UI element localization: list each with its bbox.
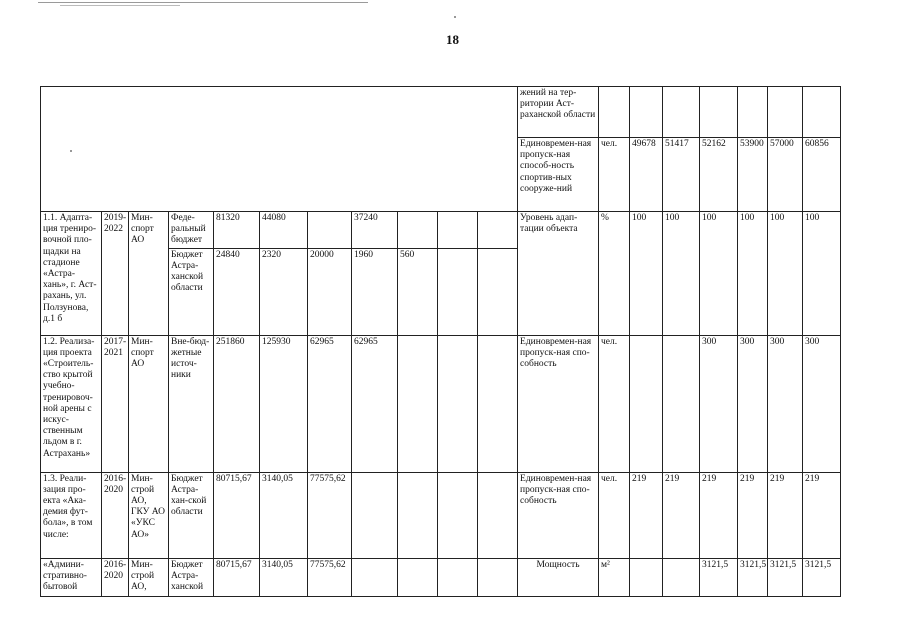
table-row: [41, 335, 841, 472]
executor-cell: Мин-спорт АО: [129, 212, 169, 336]
amount-cell: 2320: [260, 248, 308, 335]
amount-cell: [398, 212, 438, 249]
table-row: [41, 472, 841, 558]
value-cell: [630, 87, 663, 138]
period-cell: 2019-2022: [102, 212, 129, 336]
amount-cell: 125930: [260, 335, 308, 472]
amount-cell: 251860: [214, 335, 260, 472]
value-cell: 100: [663, 212, 700, 336]
value-cell: [630, 335, 663, 472]
value-cell: 3121,5: [700, 558, 738, 596]
period-cell: 2016-2020: [102, 472, 129, 558]
executor-cell: Мин-спорт АО: [129, 335, 169, 472]
indicator-cell: Мощность: [518, 558, 599, 596]
scan-speck: [454, 16, 456, 18]
amount-cell: 3140,05: [260, 472, 308, 558]
value-cell: 219: [803, 472, 841, 558]
amount-cell: [352, 472, 398, 558]
value-cell: [700, 87, 738, 138]
amount-cell: 1960: [352, 248, 398, 335]
value-cell: 51417: [663, 138, 700, 212]
funding-source-cell: Бюджет Астра-ханской: [169, 558, 214, 596]
value-cell: 3121,5: [803, 558, 841, 596]
amount-cell: 81320: [214, 212, 260, 249]
amount-cell: [478, 248, 518, 335]
value-cell: [738, 87, 768, 138]
value-cell: [803, 87, 841, 138]
value-cell: 219: [700, 472, 738, 558]
value-cell: 100: [630, 212, 663, 336]
indicator-cell: Единовремен-ная пропуск-ная способ-ность спортив-ных сооруже-ний: [518, 138, 599, 212]
unit-cell: чел.: [599, 335, 630, 472]
table-row: [41, 212, 841, 249]
page-number: 18: [446, 32, 459, 47]
value-cell: [630, 558, 663, 596]
amount-cell: 80715,67: [214, 558, 260, 596]
value-cell: 57000: [768, 138, 803, 212]
amount-cell: [438, 248, 478, 335]
period-cell: 2016-2020: [102, 558, 129, 596]
indicator-cell: жений на тер-ритории Аст-раханской области: [518, 87, 599, 138]
value-cell: [768, 87, 803, 138]
value-cell: 300: [700, 335, 738, 472]
unit-cell: чел.: [599, 472, 630, 558]
value-cell: 100: [803, 212, 841, 336]
amount-cell: [308, 212, 352, 249]
value-cell: 300: [738, 335, 768, 472]
amount-cell: [478, 558, 518, 596]
amount-cell: 80715,67: [214, 472, 260, 558]
table-row: [41, 87, 841, 138]
amount-cell: [438, 558, 478, 596]
value-cell: 219: [738, 472, 768, 558]
scan-artifact-line: [38, 2, 368, 3]
amount-cell: 62965: [352, 335, 398, 472]
amount-cell: [478, 212, 518, 249]
amount-cell: 3140,05: [260, 558, 308, 596]
amount-cell: 62965: [308, 335, 352, 472]
executor-cell: Мин-строй АО,: [129, 558, 169, 596]
amount-cell: [438, 212, 478, 249]
amount-cell: 24840: [214, 248, 260, 335]
amount-cell: 44080: [260, 212, 308, 249]
table-row: [41, 558, 841, 596]
indicator-cell: Единовремен-ная пропуск-ная спо-собность: [518, 472, 599, 558]
measure-name-cell: 1.1. Адапта-ция трениро-вочной пло-щадки на стадионе «Астра-хань», г. Аст-рахань, ул. Ползунова, д.1 б: [41, 212, 102, 336]
measure-name-cell: 1.2. Реализа-ция проекта «Строитель-ство крытой учебно-тренировоч-ной арены с искус-ственным льдом в г. Астрахань»: [41, 335, 102, 472]
unit-cell: %: [599, 212, 630, 336]
indicator-cell: Единовремен-ная пропуск-ная спо-собность: [518, 335, 599, 472]
blank-continuation-cell: [41, 87, 518, 212]
amount-cell: 77575,62: [308, 558, 352, 596]
amount-cell: [398, 472, 438, 558]
value-cell: 219: [663, 472, 700, 558]
value-cell: 100: [738, 212, 768, 336]
funding-source-cell: Бюджет Астра-хан-ской области: [169, 472, 214, 558]
value-cell: 3121,5: [738, 558, 768, 596]
value-cell: 100: [768, 212, 803, 336]
value-cell: 100: [700, 212, 738, 336]
value-cell: 60856: [803, 138, 841, 212]
amount-cell: [398, 335, 438, 472]
value-cell: [663, 558, 700, 596]
measure-name-cell: «Админи-стративно-бытовой: [41, 558, 102, 596]
amount-cell: [438, 472, 478, 558]
executor-cell: Мин-строй АО, ГКУ АО «УКС АО»: [129, 472, 169, 558]
value-cell: 3121,5: [768, 558, 803, 596]
value-cell: 219: [768, 472, 803, 558]
scan-artifact-line: [60, 5, 180, 6]
funding-source-cell: Вне-бюд-жетные источ-ники: [169, 335, 214, 472]
value-cell: [663, 87, 700, 138]
unit-cell: чел.: [599, 138, 630, 212]
value-cell: 300: [803, 335, 841, 472]
funding-source-cell: Феде-ральный бюджет: [169, 212, 214, 249]
value-cell: 52162: [700, 138, 738, 212]
amount-cell: [398, 558, 438, 596]
amount-cell: [438, 335, 478, 472]
value-cell: 53900: [738, 138, 768, 212]
value-cell: 300: [768, 335, 803, 472]
value-cell: 49678: [630, 138, 663, 212]
value-cell: 219: [630, 472, 663, 558]
amount-cell: 560: [398, 248, 438, 335]
indicator-cell: Уровень адап-тации объекта: [518, 212, 599, 336]
amount-cell: 77575,62: [308, 472, 352, 558]
measure-name-cell: 1.3. Реали-зация про-екта «Ака-демия фут-бола», в том числе:: [41, 472, 102, 558]
period-cell: 2017-2021: [102, 335, 129, 472]
amount-cell: [478, 335, 518, 472]
amount-cell: 20000: [308, 248, 352, 335]
value-cell: [663, 335, 700, 472]
unit-cell: [599, 87, 630, 138]
amount-cell: [478, 472, 518, 558]
amount-cell: [352, 558, 398, 596]
funding-source-cell: Бюджет Астра-ханской области: [169, 248, 214, 335]
unit-cell: м²: [599, 558, 630, 596]
program-table: [40, 86, 841, 597]
amount-cell: 37240: [352, 212, 398, 249]
